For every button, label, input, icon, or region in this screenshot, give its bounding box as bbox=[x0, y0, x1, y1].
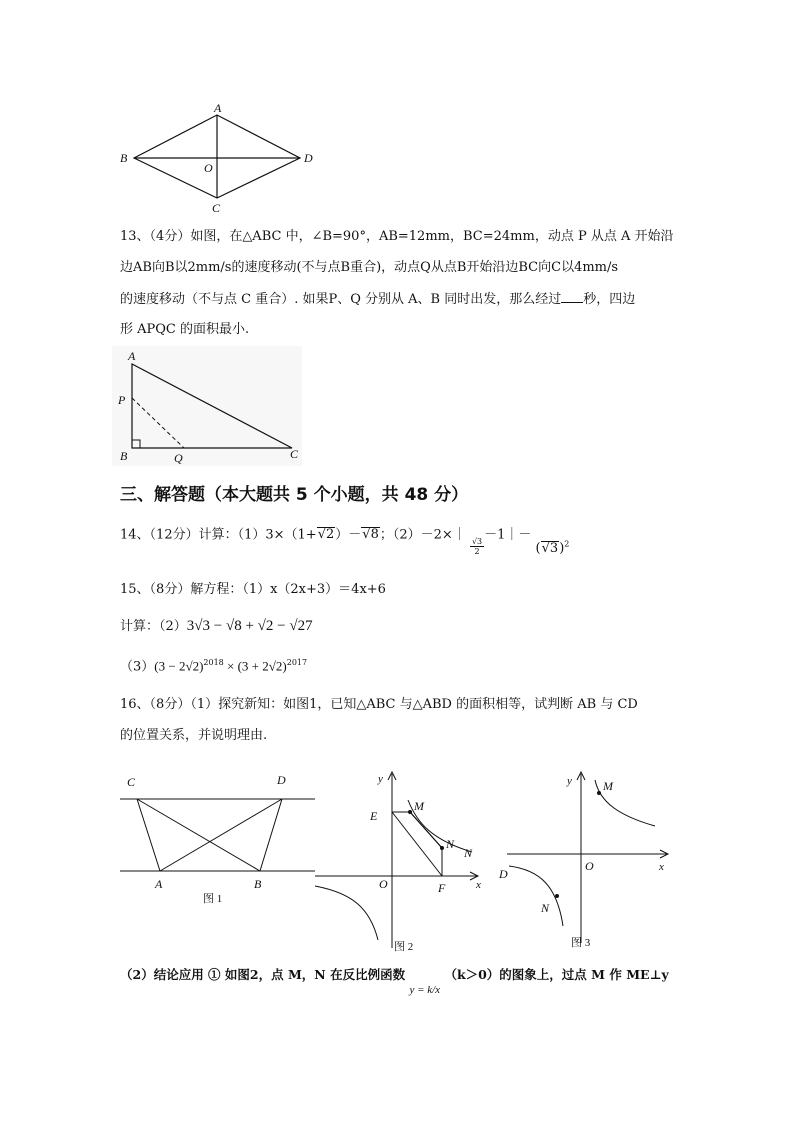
fraction-sqrt3-over-2: $\frac{√3}{2}$ bbox=[471, 537, 483, 557]
q15-line2 bbox=[120, 617, 313, 636]
label-a: A bbox=[128, 349, 136, 363]
label-o: O bbox=[204, 161, 213, 175]
label-o: O bbox=[585, 859, 594, 873]
q14-after-frac: －1｜－ bbox=[484, 527, 532, 543]
label-d: D bbox=[499, 867, 508, 881]
q13-line4: 形 APQC 的面积最小. bbox=[120, 322, 250, 337]
label-n-point: N bbox=[446, 837, 455, 851]
label-m: M bbox=[603, 779, 613, 793]
q15-line1: 15、（8分）解方程：（1）x（2x+3）＝4x+6 bbox=[120, 582, 386, 597]
q16-line3-a: （2）结论应用 ① 如图2，点 M，N 在反比例函数 bbox=[120, 967, 406, 982]
label-c: C bbox=[290, 447, 299, 461]
q16-line3-b: （k＞0）的图象上，过点 M 作 ME⊥y bbox=[444, 967, 669, 982]
label-o: O bbox=[379, 877, 388, 891]
label-x: x bbox=[659, 861, 664, 873]
q13-line3-a: 的速度移动（不与点 C 重合）. 如果P、Q 分别从 A、B 同时出发，那么经过 bbox=[120, 292, 562, 307]
figure2-caption: 图 2 bbox=[394, 941, 414, 953]
label-a: A bbox=[155, 877, 163, 891]
rhombus-figure bbox=[110, 98, 330, 218]
exp-2017: 2017 bbox=[286, 658, 308, 667]
label-m: M bbox=[414, 799, 424, 813]
q13-line3 bbox=[120, 290, 635, 309]
q13-line2: 边AB向B以2mm/s的速度移动(不与点B重合)，动点Q从点B开始沿边BC向C以4mm/s bbox=[120, 260, 619, 275]
q15-line3-mid: × (3 + 2√2) bbox=[223, 658, 287, 674]
sqrt3-squared: $(√3)^2$ bbox=[535, 540, 570, 557]
label-n-curve: N bbox=[464, 846, 473, 860]
label-y: y bbox=[378, 773, 383, 785]
q14-line bbox=[120, 522, 570, 557]
label-q: Q bbox=[174, 451, 183, 465]
q15-line3-expr: (3 − 2√2) bbox=[154, 658, 204, 674]
label-e: E bbox=[370, 809, 378, 823]
label-f: F bbox=[438, 881, 446, 895]
label-c: C bbox=[127, 775, 136, 789]
q15-line3 bbox=[120, 654, 307, 676]
triangle-figure bbox=[112, 346, 302, 466]
q16-line2: 的位置关系，并说明理由. bbox=[120, 728, 268, 743]
sqrt-8: √8 bbox=[362, 527, 379, 543]
figure1-caption: 图 1 bbox=[203, 893, 223, 905]
label-b: B bbox=[120, 151, 128, 165]
q13-line1: 13、（4分）如图，在△ABC 中，∠B=90°，AB=12mm，BC=24mm，动点 P 从点 A 开始沿 bbox=[120, 229, 674, 244]
label-n: N bbox=[541, 901, 550, 915]
label-a: A bbox=[214, 101, 222, 115]
figure3-caption: 图 3 bbox=[571, 937, 591, 949]
figure-3 bbox=[495, 768, 675, 953]
exp-2018: 2018 bbox=[203, 658, 224, 667]
label-d: D bbox=[304, 151, 313, 165]
label-b: B bbox=[254, 877, 262, 891]
inverse-function: y = k/x bbox=[409, 984, 441, 996]
label-x: x bbox=[476, 879, 481, 891]
label-y: y bbox=[567, 775, 572, 787]
q15-line2-expr: 3√3 − √8 + √2 − √27 bbox=[186, 618, 313, 634]
q14-part2: ；（2）－2×｜ bbox=[379, 527, 466, 543]
q16-line1: 16、（8分）（1）探究新知：如图1，已知△ABC 与△ABD 的面积相等，试判断 AB 与 CD bbox=[120, 697, 638, 712]
q16-line3 bbox=[120, 966, 669, 996]
label-b: B bbox=[120, 449, 128, 463]
q14-prefix: 14、（12分）计算：（1）3×（1+ bbox=[120, 527, 317, 543]
section-title: 三、解答题（本大题共 5 个小题，共 48 分） bbox=[120, 485, 469, 505]
q13-line3-b: 秒，四边 bbox=[583, 292, 636, 307]
q15-line3-label: （3） bbox=[120, 659, 155, 675]
q14-mid: ）－ bbox=[335, 527, 362, 543]
label-p: P bbox=[118, 393, 126, 407]
figure-1 bbox=[115, 768, 320, 913]
figure-2 bbox=[312, 768, 492, 953]
q15-line2-label: 计算：（2） bbox=[120, 619, 187, 634]
answer-blank bbox=[561, 290, 583, 303]
sqrt-2: √2 bbox=[317, 527, 335, 543]
label-d: D bbox=[277, 773, 286, 787]
label-c: C bbox=[212, 201, 221, 215]
